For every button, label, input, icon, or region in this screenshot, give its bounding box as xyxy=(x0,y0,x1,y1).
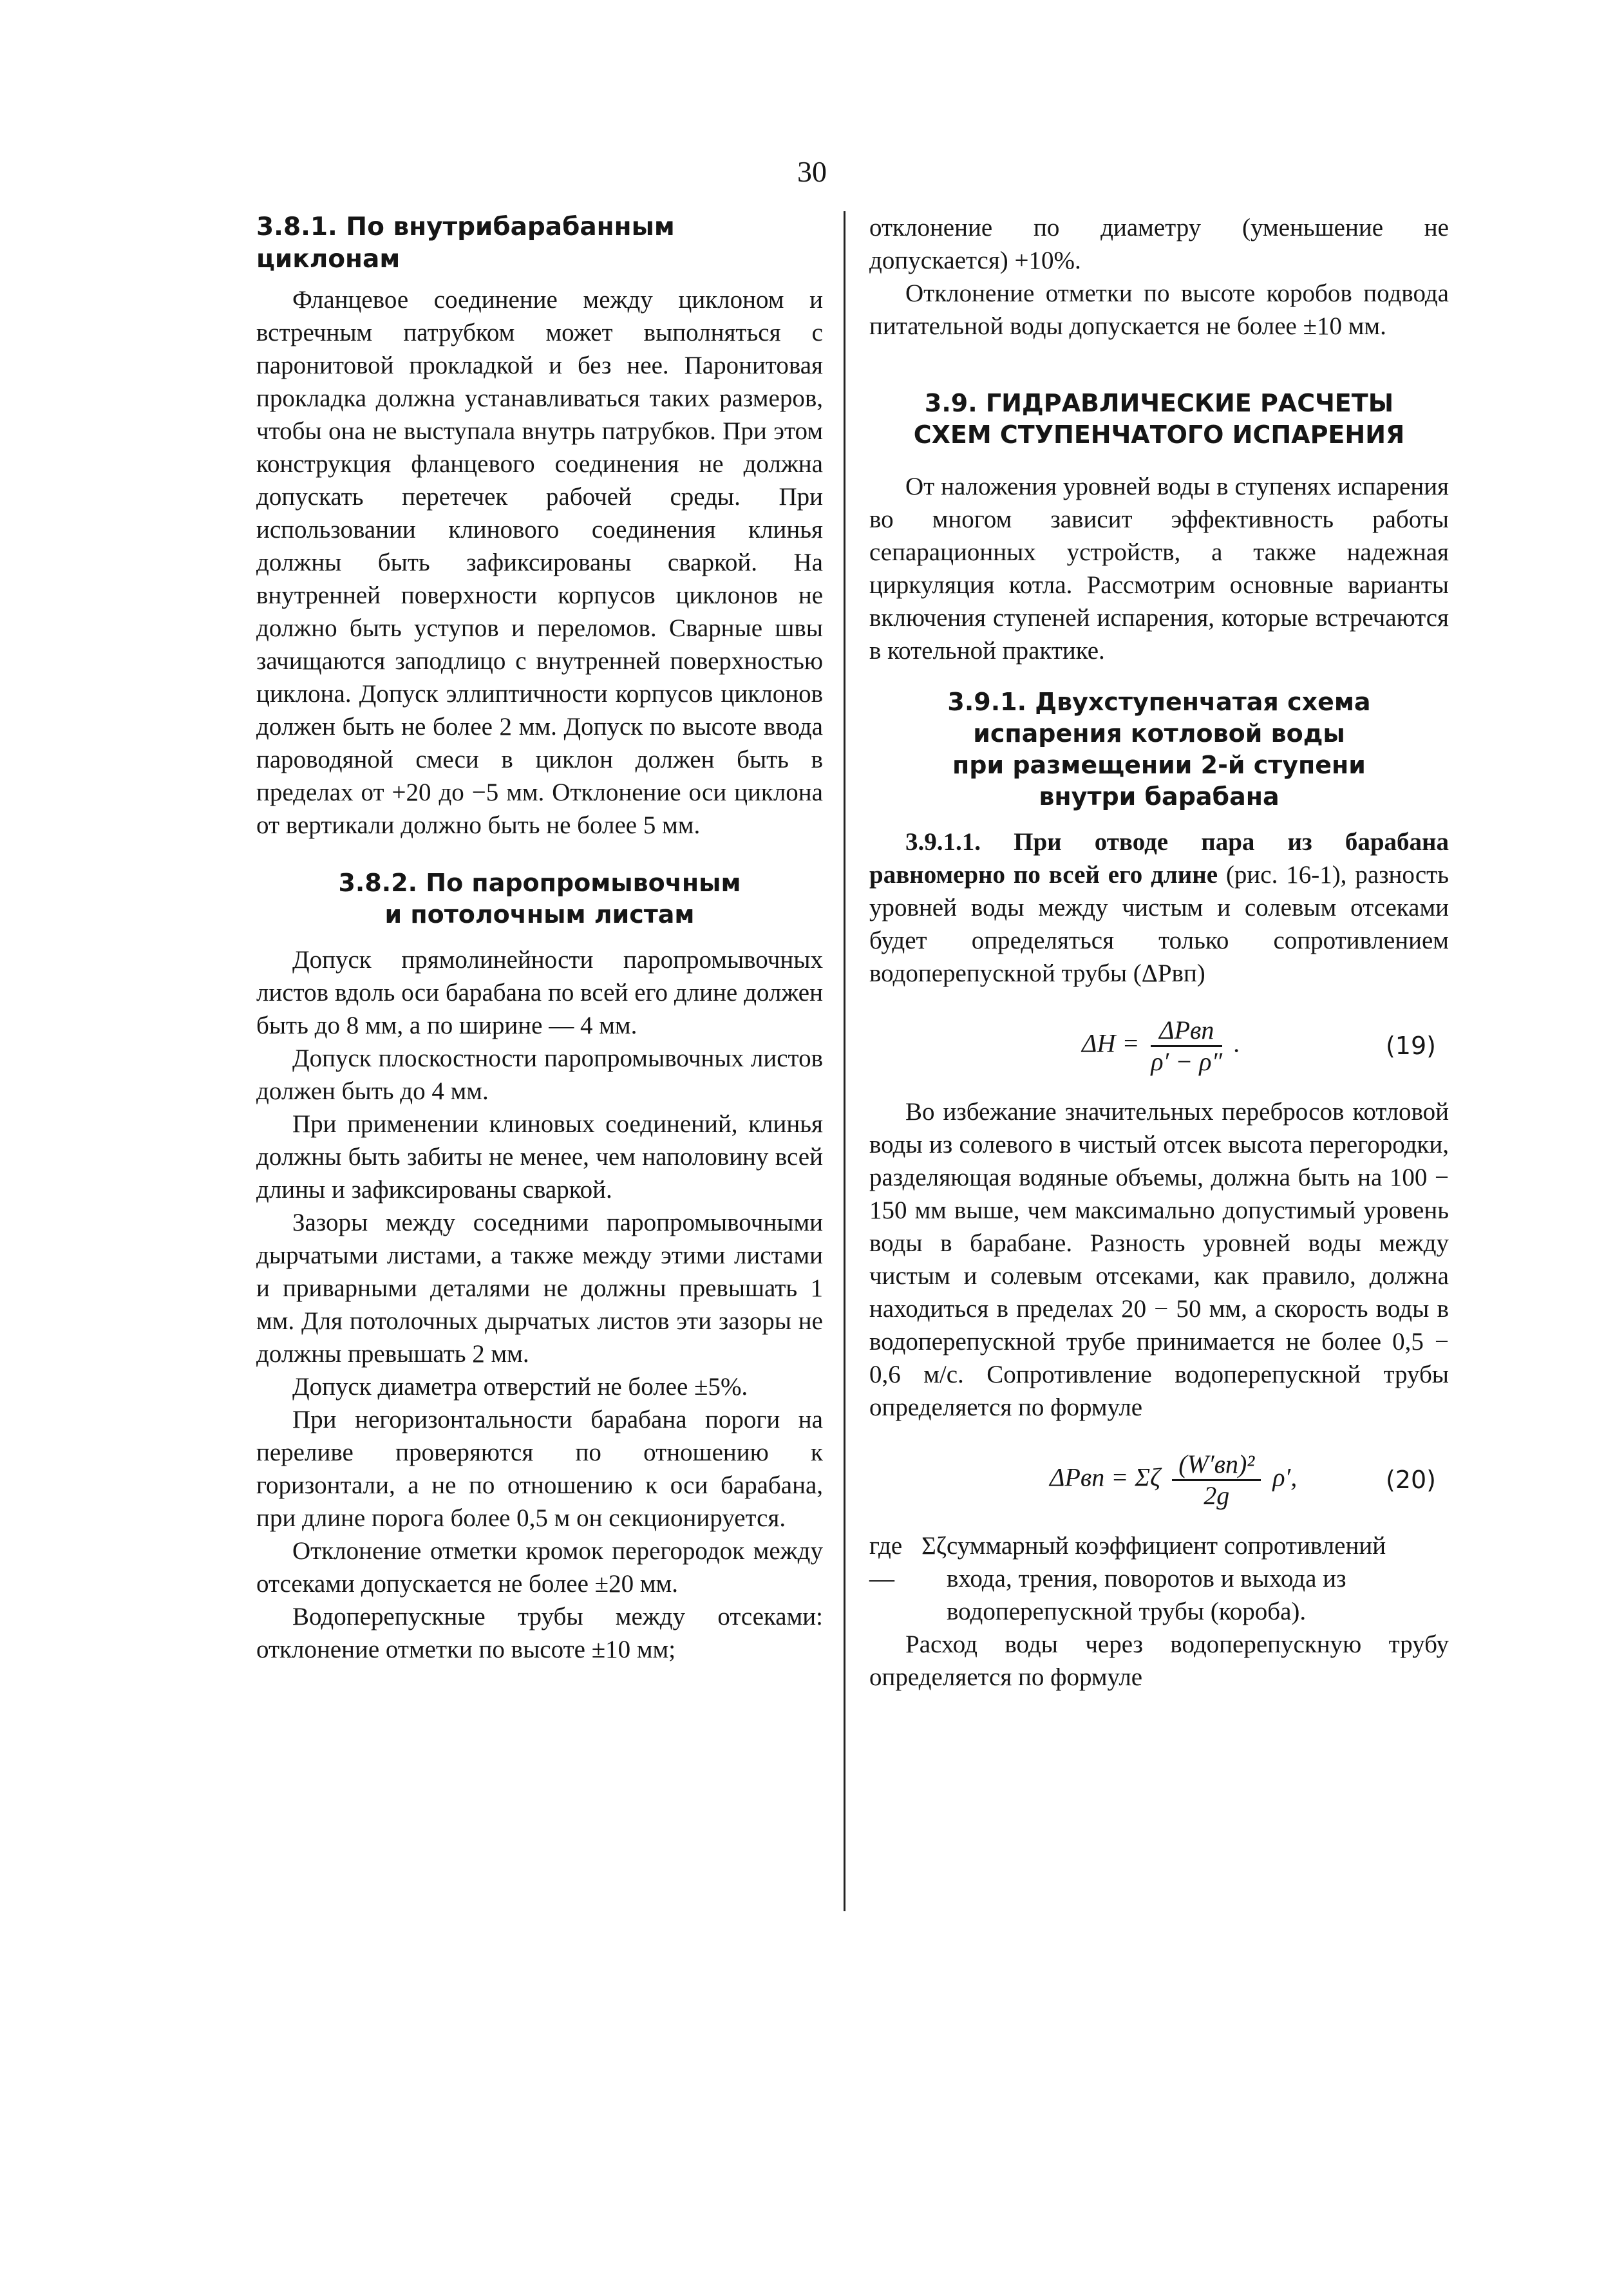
paragraph: При негоризонтальности барабана пороги на переливе проверяются по отношению к горизонтали, а не по отношению к оси барабана, при длине порога более 0,5 м он секционируется. xyxy=(256,1406,823,1532)
page-number: 30 xyxy=(797,155,827,188)
left-column xyxy=(256,211,823,1666)
heading-3-8-2-line2: и потолочным листам xyxy=(384,900,695,929)
heading-3-9-1-line4: внутри барабана xyxy=(1039,782,1279,811)
formula-20-numerator: (W′вп)² xyxy=(1172,1450,1261,1481)
formula-19-lhs: ΔH = xyxy=(1082,1028,1140,1058)
paragraph: отклонение по диаметру (уменьшение не допускается) +10%. xyxy=(869,214,1449,274)
formula-19-numerator: ΔPвп xyxy=(1151,1016,1222,1047)
heading-3-9-1-line3: при размещении 2-й ступени xyxy=(952,751,1366,779)
legend-text: суммарный коэффициент сопротивлений входа, трения, поворотов и выхода из водоперепускной трубы (короба). xyxy=(947,1532,1386,1625)
formula-19 xyxy=(869,1004,1449,1081)
heading-3-9-1-line2: испарения котловой воды xyxy=(973,719,1345,748)
paragraph: Зазоры между соседними паропромывочными дырчатыми листами, а также между этими листами и приварными деталями не должны превышать 1 мм. Для потолочных дырчатых листов эти зазоры не должны превышать 2 мм. xyxy=(256,1209,823,1368)
paragraph: Допуск прямолинейности паропромывочных листов вдоль оси барабана по всей его длине должен быть до 8 мм, а по ширине — 4 мм. xyxy=(256,946,823,1039)
paragraph: От наложения уровней воды в ступенях испарения во многом зависит эффективность работы сепарационных устройств, а также надежная циркуляция котла. Рассмотрим основные варианты включения ступеней испарения, которые встречаются в котельной практике. xyxy=(869,473,1449,665)
paragraph: Отклонение отметки по высоте коробов подвода питательной воды допускается не более ±10 мм. xyxy=(869,279,1449,340)
heading-3-8-2-line1: 3.8.2. По паропромывочным xyxy=(338,869,741,897)
formula-19-tail: . xyxy=(1234,1028,1241,1058)
formula-19-expression xyxy=(1082,1016,1240,1077)
paragraph-rest: (рис. 16-1), разность уровней воды между чистым и солевым отсеками будет определяться только сопротивлением водоперепускной трубы (ΔPвп) xyxy=(869,861,1449,987)
formula-19-fraction xyxy=(1151,1016,1222,1077)
paragraph: Фланцевое соединение между циклоном и встречным патрубком может выполняться с паронитовой прокладкой и без нее. Паронитовая прокладка должна устанавливаться таких размеров, чтобы она не выступала внутрь патрубков. При этом конструкция фланцевого соединения не должна допускать перетечек рабочей среды. При использовании клинового соединения клинья должны быть зафиксированы сваркой. На внутренней поверхности корпусов циклонов не должно быть уступов и переломов. Сварные швы зачищаются заподлицо с внутренней поверхностью циклона. Допуск эллиптичности корпусов циклонов должен быть не более 2 мм. Допуск по высоте ввода пароводяной смеси в циклон должен быть в пределах от +20 до −5 мм. Отклонение оси циклона от вертикали должно быть не более 5 мм. xyxy=(256,286,823,839)
formula-19-denominator: ρ′ − ρ″ xyxy=(1151,1047,1223,1076)
formula-20-label: (20) xyxy=(1385,1466,1436,1494)
formula-20-fraction xyxy=(1172,1450,1261,1511)
formula-20-expression xyxy=(1050,1450,1297,1511)
right-column xyxy=(869,211,1449,1694)
paragraph: Во избежание значительных перебросов котловой воды из солевого в чистый отсек высота перегородки, разделяющая водяные объемы, должна быть на 100 − 150 мм выше, чем максимально допустимый уровень воды в барабане. Разность уровней воды между чистым и солевым отсеками, как правило, должна находиться в пределах 20 − 50 мм, а скорость воды в водоперепускной трубе принимается не более 0,5 − 0,6 м/с. Сопротивление водоперепускной трубы определяется по формуле xyxy=(869,1098,1449,1421)
paragraph: Отклонение отметки кромок перегородок между отсеками допускается не более ±20 мм. xyxy=(256,1537,823,1598)
paragraph-lead-bold: 3.9.1.1. При отводе пара из барабана равномерно по всей его длине xyxy=(869,828,1449,889)
paragraph: Допуск диаметра отверстий не более ±5%. xyxy=(292,1373,748,1401)
heading-3-9-1-line1: 3.9.1. Двухступенчатая схема xyxy=(947,688,1371,716)
formula-20-lhs: ΔPвп = Σζ xyxy=(1050,1462,1161,1492)
formula-20-tail: ρ′, xyxy=(1272,1462,1298,1492)
paragraph: Расход воды через водоперепускную трубу определяется по формуле xyxy=(869,1630,1449,1691)
column-divider xyxy=(844,211,845,1911)
formula-20-legend xyxy=(869,1529,1449,1628)
heading-3-9-line1: 3.9. ГИДРАВЛИЧЕСКИЕ РАСЧЕТЫ xyxy=(924,389,1394,417)
paragraph: Водоперепускные трубы между отсеками: отклонение отметки по высоте ±10 мм; xyxy=(256,1603,823,1663)
heading-3-8-1: 3.8.1. По внутрибарабанным циклонам xyxy=(256,213,675,274)
heading-3-9-line2: СХЕМ СТУПЕНЧАТОГО ИСПАРЕНИЯ xyxy=(913,420,1405,449)
formula-20-denominator: 2g xyxy=(1204,1481,1230,1510)
formula-20 xyxy=(869,1438,1449,1515)
formula-19-label: (19) xyxy=(1385,1032,1436,1060)
paragraph-3-9-1-1 xyxy=(869,826,1449,990)
legend-symbol: где Σζ — xyxy=(869,1532,947,1592)
paragraph: Допуск плоскостности паропромывочных листов должен быть до 4 мм. xyxy=(256,1044,823,1105)
paragraph: При применении клиновых соединений, клинья должны быть забиты не менее, чем наполовину всей длины и зафиксированы сваркой. xyxy=(256,1110,823,1204)
